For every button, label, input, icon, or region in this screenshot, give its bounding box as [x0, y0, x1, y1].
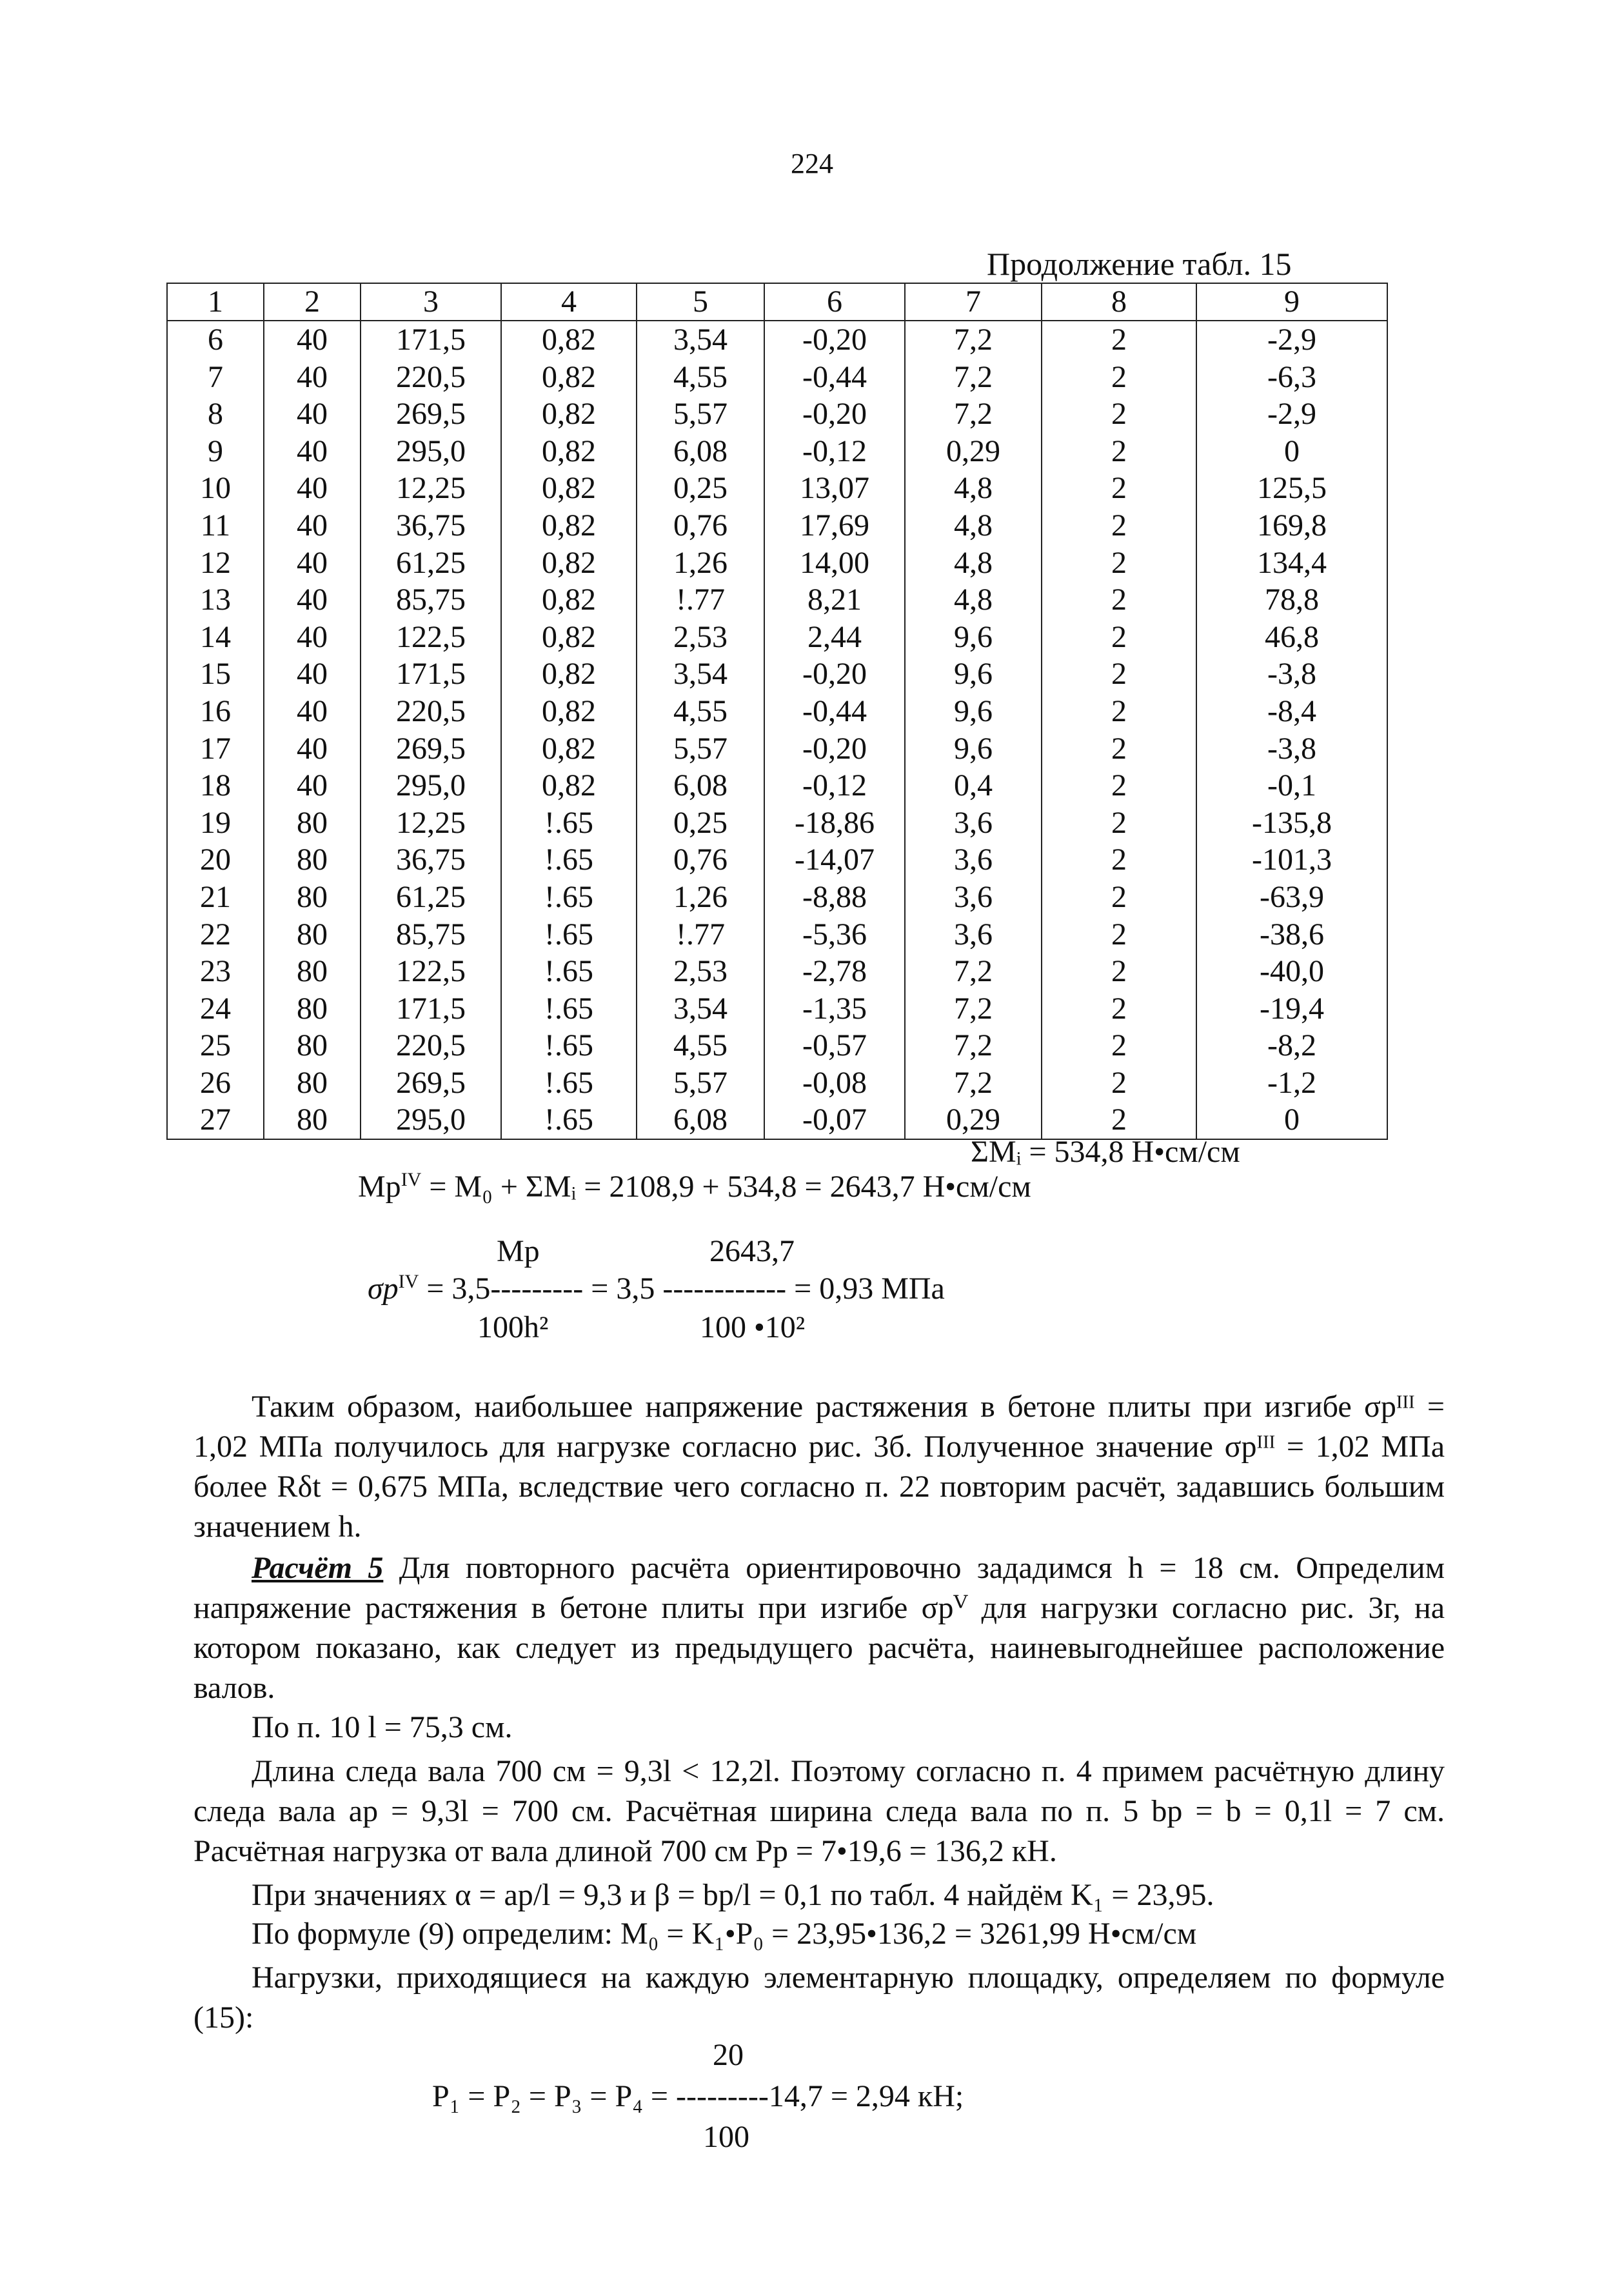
line-formula9: По формуле (9) определим: M₀ = K₁•P₀ = 23,95•136,2 = 3261,99 Н•см/см — [252, 1917, 1197, 1951]
table-cell: 0,76 — [637, 841, 764, 879]
table-cell: 40 — [264, 470, 361, 507]
table-header-cell: 5 — [637, 283, 764, 321]
table-cell: 0,29 — [905, 433, 1042, 470]
table-cell: -3,8 — [1196, 655, 1387, 693]
table-cell: 2 — [1042, 693, 1196, 730]
table-cell: 0,82 — [501, 544, 637, 582]
sigma-denominator-2: 100 •10² — [700, 1310, 806, 1344]
table-cell: 4,55 — [637, 1027, 764, 1064]
table-cell: 1,26 — [637, 544, 764, 582]
table-cell: -8,88 — [764, 879, 905, 916]
table-cell: 12,25 — [361, 804, 501, 842]
table-body — [167, 321, 1387, 1139]
table-cell: 0,4 — [905, 767, 1042, 804]
table-cell: 0,82 — [501, 507, 637, 544]
table-cell: 2 — [1042, 1101, 1196, 1139]
table-cell: -19,4 — [1196, 990, 1387, 1028]
table-cell: 85,75 — [361, 916, 501, 953]
table-cell: 6,08 — [637, 767, 764, 804]
table-cell: -0,44 — [764, 693, 905, 730]
table-cell: 2 — [1042, 655, 1196, 693]
table-cell: 80 — [264, 1101, 361, 1139]
table-cell: 295,0 — [361, 1101, 501, 1139]
table-cell: 2 — [1042, 321, 1196, 359]
table-cell: -38,6 — [1196, 916, 1387, 953]
table-cell: 16 — [167, 693, 264, 730]
paragraph-conclusion: Таким образом, наибольшее напряжение растяжения в бетоне плиты при изгибе σpᴵᴵᴵ = 1,02 МПа получилось для нагрузке согласно рис. 3б. Полученное значение σpᴵᴵᴵ = 1,02 МПа более Rδt = 0,675 МПа, вследствие чего согласно п. 22 повторим расчёт, задавшись большим значением h. — [193, 1390, 1445, 1544]
table-cell: 2,44 — [764, 619, 905, 656]
table-cell: 9,6 — [905, 655, 1042, 693]
table-cell: -0,20 — [764, 730, 905, 768]
table-cell: 40 — [264, 619, 361, 656]
table-cell: 40 — [264, 581, 361, 619]
table-cell: 12,25 — [361, 470, 501, 507]
table-caption: Продолжение табл. 15 — [987, 246, 1292, 282]
table-cell: 2 — [1042, 581, 1196, 619]
table-cell: -2,78 — [764, 953, 905, 990]
table-cell: -8,4 — [1196, 693, 1387, 730]
table-cell: 3,6 — [905, 916, 1042, 953]
table-cell: 8,21 — [764, 581, 905, 619]
table-cell: 7,2 — [905, 321, 1042, 359]
table-cell: 20 — [167, 841, 264, 879]
table-cell: 26 — [167, 1064, 264, 1102]
sigma-equation — [368, 1271, 945, 1306]
mp-rhs: = M₀ + ΣMᵢ = 2108,9 + 534,8 = 2643,7 Н•см/см — [429, 1170, 1031, 1204]
table-cell: 2 — [1042, 1027, 1196, 1064]
table-cell: 3,54 — [637, 655, 764, 693]
p-formula: P₁ = P₂ = P₃ = P₄ = ---------14,7 = 2,94 кН; — [432, 2079, 964, 2113]
table-cell: 80 — [264, 841, 361, 879]
table-cell: 269,5 — [361, 1064, 501, 1102]
table-row — [167, 581, 1387, 619]
table-cell: 2 — [1042, 767, 1196, 804]
table-cell: -3,8 — [1196, 730, 1387, 768]
table-cell: 17,69 — [764, 507, 905, 544]
table-cell: 0,82 — [501, 730, 637, 768]
table-cell: 6 — [167, 321, 264, 359]
table-header-cell: 7 — [905, 283, 1042, 321]
table-cell: !.65 — [501, 879, 637, 916]
table-cell: -2,9 — [1196, 395, 1387, 433]
table-cell: 36,75 — [361, 507, 501, 544]
table-cell: 171,5 — [361, 655, 501, 693]
table-cell: 169,8 — [1196, 507, 1387, 544]
table-cell: 220,5 — [361, 693, 501, 730]
table-row — [167, 1064, 1387, 1102]
table-cell: 3,54 — [637, 990, 764, 1028]
calc5-text: Для повторного расчёта ориентировочно зададимся h = 18 см. Определим напряжение растяжения в бетоне плиты при изгибе σpⱽ для нагрузки согласно рис. 3г, на котором показано, как следует из предыдущего расчёта, наиневыгоднейшее расположение валов. — [193, 1551, 1445, 1705]
table-cell: -6,3 — [1196, 359, 1387, 396]
table-cell: 80 — [264, 804, 361, 842]
p-denominator: 100 — [703, 2120, 749, 2154]
paragraph-trace: Длина следа вала 700 см = 9,3l < 12,2l. Поэтому согласно п. 4 примем расчётную длину следа вала aр = 9,3l = 700 см. Расчётная ширина следа вала по п. 5 bр = b = 0,1l = 7 см. Расчётная нагрузка от вала длиной 700 см Pр = 7•19,6 = 136,2 кН. — [193, 1754, 1445, 1868]
table-cell: -5,36 — [764, 916, 905, 953]
table-cell: 7,2 — [905, 359, 1042, 396]
table-cell: !.65 — [501, 1027, 637, 1064]
table-cell: 1,26 — [637, 879, 764, 916]
table-cell: 0,82 — [501, 619, 637, 656]
table-cell: 7,2 — [905, 395, 1042, 433]
table-cell: 80 — [264, 990, 361, 1028]
table-cell: 220,5 — [361, 359, 501, 396]
table-cell: 269,5 — [361, 730, 501, 768]
table-cell: 5,57 — [637, 730, 764, 768]
table-cell: 21 — [167, 879, 264, 916]
table-cell: -1,35 — [764, 990, 905, 1028]
table-cell: 46,8 — [1196, 619, 1387, 656]
table-cell: 0,82 — [501, 581, 637, 619]
table-row — [167, 395, 1387, 433]
table-row — [167, 433, 1387, 470]
table-cell: 2,53 — [637, 619, 764, 656]
mp-lhs: Mp — [358, 1170, 401, 1204]
table-cell: 4,55 — [637, 359, 764, 396]
table-cell: 0,82 — [501, 693, 637, 730]
table-row — [167, 693, 1387, 730]
table-row — [167, 470, 1387, 507]
table-cell: 2 — [1042, 804, 1196, 842]
table-cell: 11 — [167, 507, 264, 544]
table-cell: 0,82 — [501, 655, 637, 693]
table-cell: 2 — [1042, 916, 1196, 953]
table-cell: 36,75 — [361, 841, 501, 879]
calc5-label: Расчёт 5 — [252, 1551, 384, 1585]
table-cell: 80 — [264, 916, 361, 953]
table-header-cell: 6 — [764, 283, 905, 321]
table-cell: 7,2 — [905, 1027, 1042, 1064]
table-cell: 12 — [167, 544, 264, 582]
sum-line: ΣMᵢ = 534,8 Н•см/см — [971, 1135, 1240, 1169]
table-cell: !.77 — [637, 581, 764, 619]
table-cell: 7,2 — [905, 990, 1042, 1028]
table-cell: 61,25 — [361, 544, 501, 582]
table-cell: 8 — [167, 395, 264, 433]
table-cell: 80 — [264, 1064, 361, 1102]
table-row — [167, 730, 1387, 768]
table-cell: 2 — [1042, 359, 1196, 396]
table-cell: !.65 — [501, 953, 637, 990]
table-cell: 2,53 — [637, 953, 764, 990]
table-cell: 40 — [264, 359, 361, 396]
table-cell: 2 — [1042, 544, 1196, 582]
table-cell: 2 — [1042, 507, 1196, 544]
table-cell: !.77 — [637, 916, 764, 953]
sigma-numerator-2: 2643,7 — [709, 1234, 795, 1268]
table-cell: 122,5 — [361, 619, 501, 656]
table-cell: -40,0 — [1196, 953, 1387, 990]
table-cell: 0,29 — [905, 1101, 1042, 1139]
table-cell: 24 — [167, 990, 264, 1028]
table-cell: -135,8 — [1196, 804, 1387, 842]
table-cell: 295,0 — [361, 433, 501, 470]
sigma-symbol: σp — [368, 1272, 399, 1306]
table-cell: 40 — [264, 395, 361, 433]
table-cell: 295,0 — [361, 767, 501, 804]
table-cell: 2 — [1042, 619, 1196, 656]
table-cell: -14,07 — [764, 841, 905, 879]
table-row — [167, 767, 1387, 804]
table-cell: 4,55 — [637, 693, 764, 730]
table-cell: 2 — [1042, 953, 1196, 990]
table-cell: 0,82 — [501, 395, 637, 433]
table-cell: 40 — [264, 321, 361, 359]
paragraph-loads: Нагрузки, приходящиеся на каждую элементарную площадку, определяем по формуле (15): — [193, 1960, 1445, 2035]
table-cell: 0,82 — [501, 321, 637, 359]
table-cell: 171,5 — [361, 990, 501, 1028]
p-numerator: 20 — [713, 2038, 744, 2072]
table-cell: -0,20 — [764, 655, 905, 693]
mp-equation — [358, 1169, 1031, 1204]
table-cell: 25 — [167, 1027, 264, 1064]
table-cell: -0,44 — [764, 359, 905, 396]
table-cell: 23 — [167, 953, 264, 990]
table-cell: 2 — [1042, 730, 1196, 768]
table-cell: 13 — [167, 581, 264, 619]
sigma-numerator-1: Mp — [497, 1234, 540, 1268]
table-cell: 80 — [264, 953, 361, 990]
table-cell: !.65 — [501, 990, 637, 1028]
table-cell: -0,20 — [764, 321, 905, 359]
table-cell: 40 — [264, 767, 361, 804]
table-header-cell: 1 — [167, 283, 264, 321]
table-cell: 2 — [1042, 841, 1196, 879]
table-cell: 40 — [264, 544, 361, 582]
table-row — [167, 841, 1387, 879]
table-cell: 40 — [264, 730, 361, 768]
table-cell: 0,25 — [637, 470, 764, 507]
table-cell: 2 — [1042, 395, 1196, 433]
line-l: По п. 10 l = 75,3 см. — [252, 1710, 513, 1744]
table-row — [167, 321, 1387, 359]
table-cell: 9 — [167, 433, 264, 470]
table-cell: 85,75 — [361, 581, 501, 619]
table-cell: 4,8 — [905, 581, 1042, 619]
table-cell: -0,1 — [1196, 767, 1387, 804]
table-cell: 22 — [167, 916, 264, 953]
table-row — [167, 879, 1387, 916]
table-cell: 3,6 — [905, 879, 1042, 916]
table-cell: -2,9 — [1196, 321, 1387, 359]
table-cell: -63,9 — [1196, 879, 1387, 916]
table-cell: 0 — [1196, 1101, 1387, 1139]
table-row — [167, 1027, 1387, 1064]
table-cell: 125,5 — [1196, 470, 1387, 507]
table-cell: 122,5 — [361, 953, 501, 990]
table-row — [167, 916, 1387, 953]
table-cell: 80 — [264, 879, 361, 916]
table-header-cell: 9 — [1196, 283, 1387, 321]
table-cell: -18,86 — [764, 804, 905, 842]
table-cell: 7 — [167, 359, 264, 396]
table-cell: 27 — [167, 1101, 264, 1139]
table-cell: !.65 — [501, 1101, 637, 1139]
table-cell: 7,2 — [905, 953, 1042, 990]
table-row — [167, 804, 1387, 842]
table-cell: 4,8 — [905, 507, 1042, 544]
table-cell: -0,12 — [764, 433, 905, 470]
table-cell: 171,5 — [361, 321, 501, 359]
table-cell: -8,2 — [1196, 1027, 1387, 1064]
table-cell: 6,08 — [637, 1101, 764, 1139]
table-cell: 0 — [1196, 433, 1387, 470]
table-cell: 3,6 — [905, 841, 1042, 879]
table-cell: 40 — [264, 433, 361, 470]
data-table — [166, 283, 1388, 1140]
table-row — [167, 619, 1387, 656]
table-cell: 0,82 — [501, 433, 637, 470]
table-cell: 40 — [264, 655, 361, 693]
table-cell: 3,6 — [905, 804, 1042, 842]
table-cell: 2 — [1042, 990, 1196, 1028]
table-cell: 15 — [167, 655, 264, 693]
table-cell: !.65 — [501, 916, 637, 953]
table-cell: 2 — [1042, 879, 1196, 916]
table-cell: 13,07 — [764, 470, 905, 507]
table-cell: -0,08 — [764, 1064, 905, 1102]
sigma-sup: IV — [398, 1271, 419, 1292]
table-cell: 5,57 — [637, 395, 764, 433]
table-row — [167, 655, 1387, 693]
table-cell: !.65 — [501, 1064, 637, 1102]
table-cell: 134,4 — [1196, 544, 1387, 582]
table-cell: 14 — [167, 619, 264, 656]
table-cell: -1,2 — [1196, 1064, 1387, 1102]
table-cell: 10 — [167, 470, 264, 507]
table-cell: 2 — [1042, 1064, 1196, 1102]
table-cell: 0,82 — [501, 470, 637, 507]
table-row — [167, 953, 1387, 990]
table-cell: -0,07 — [764, 1101, 905, 1139]
table-cell: 61,25 — [361, 879, 501, 916]
table-cell: 4,8 — [905, 470, 1042, 507]
table-cell: 3,54 — [637, 321, 764, 359]
table-cell: -0,57 — [764, 1027, 905, 1064]
table-cell: 0,76 — [637, 507, 764, 544]
sigma-middle: = 3,5--------- = 3,5 ------------ = 0,93 МПа — [426, 1272, 945, 1306]
table-header-cell: 8 — [1042, 283, 1196, 321]
sigma-denominator-1: 100h² — [477, 1310, 549, 1344]
table-cell: 0,82 — [501, 359, 637, 396]
table-cell: 19 — [167, 804, 264, 842]
table-cell: 9,6 — [905, 693, 1042, 730]
table-header-row — [167, 283, 1387, 321]
table-cell: 2 — [1042, 470, 1196, 507]
table-header-cell: 3 — [361, 283, 501, 321]
table-cell: 2 — [1042, 433, 1196, 470]
table-row — [167, 359, 1387, 396]
table-cell: 0,25 — [637, 804, 764, 842]
table-cell: 80 — [264, 1027, 361, 1064]
table-cell: 4,8 — [905, 544, 1042, 582]
table-cell: !.65 — [501, 804, 637, 842]
line-alpha: При значениях α = aр/l = 9,3 и β = bр/l = 0,1 по табл. 4 найдём K₁ = 23,95. — [252, 1878, 1214, 1912]
table-cell: -0,12 — [764, 767, 905, 804]
table-cell: 14,00 — [764, 544, 905, 582]
table-cell: 0,82 — [501, 767, 637, 804]
mp-sup: IV — [401, 1169, 422, 1190]
table-cell: 78,8 — [1196, 581, 1387, 619]
page-number: 224 — [791, 148, 833, 179]
table-cell: 220,5 — [361, 1027, 501, 1064]
table-cell: !.65 — [501, 841, 637, 879]
table-row — [167, 990, 1387, 1028]
table-cell: 6,08 — [637, 433, 764, 470]
table-cell: 40 — [264, 507, 361, 544]
table-cell: -101,3 — [1196, 841, 1387, 879]
table-cell: 9,6 — [905, 619, 1042, 656]
table-cell: 17 — [167, 730, 264, 768]
table-row — [167, 507, 1387, 544]
table-cell: 7,2 — [905, 1064, 1042, 1102]
table-cell: 269,5 — [361, 395, 501, 433]
table-header-cell: 2 — [264, 283, 361, 321]
table-cell: 5,57 — [637, 1064, 764, 1102]
table-cell: 40 — [264, 693, 361, 730]
table-cell: 9,6 — [905, 730, 1042, 768]
paragraph-calc5 — [193, 1548, 1445, 1708]
table-row — [167, 544, 1387, 582]
table-cell: 18 — [167, 767, 264, 804]
table-header-cell: 4 — [501, 283, 637, 321]
table-cell: -0,20 — [764, 395, 905, 433]
